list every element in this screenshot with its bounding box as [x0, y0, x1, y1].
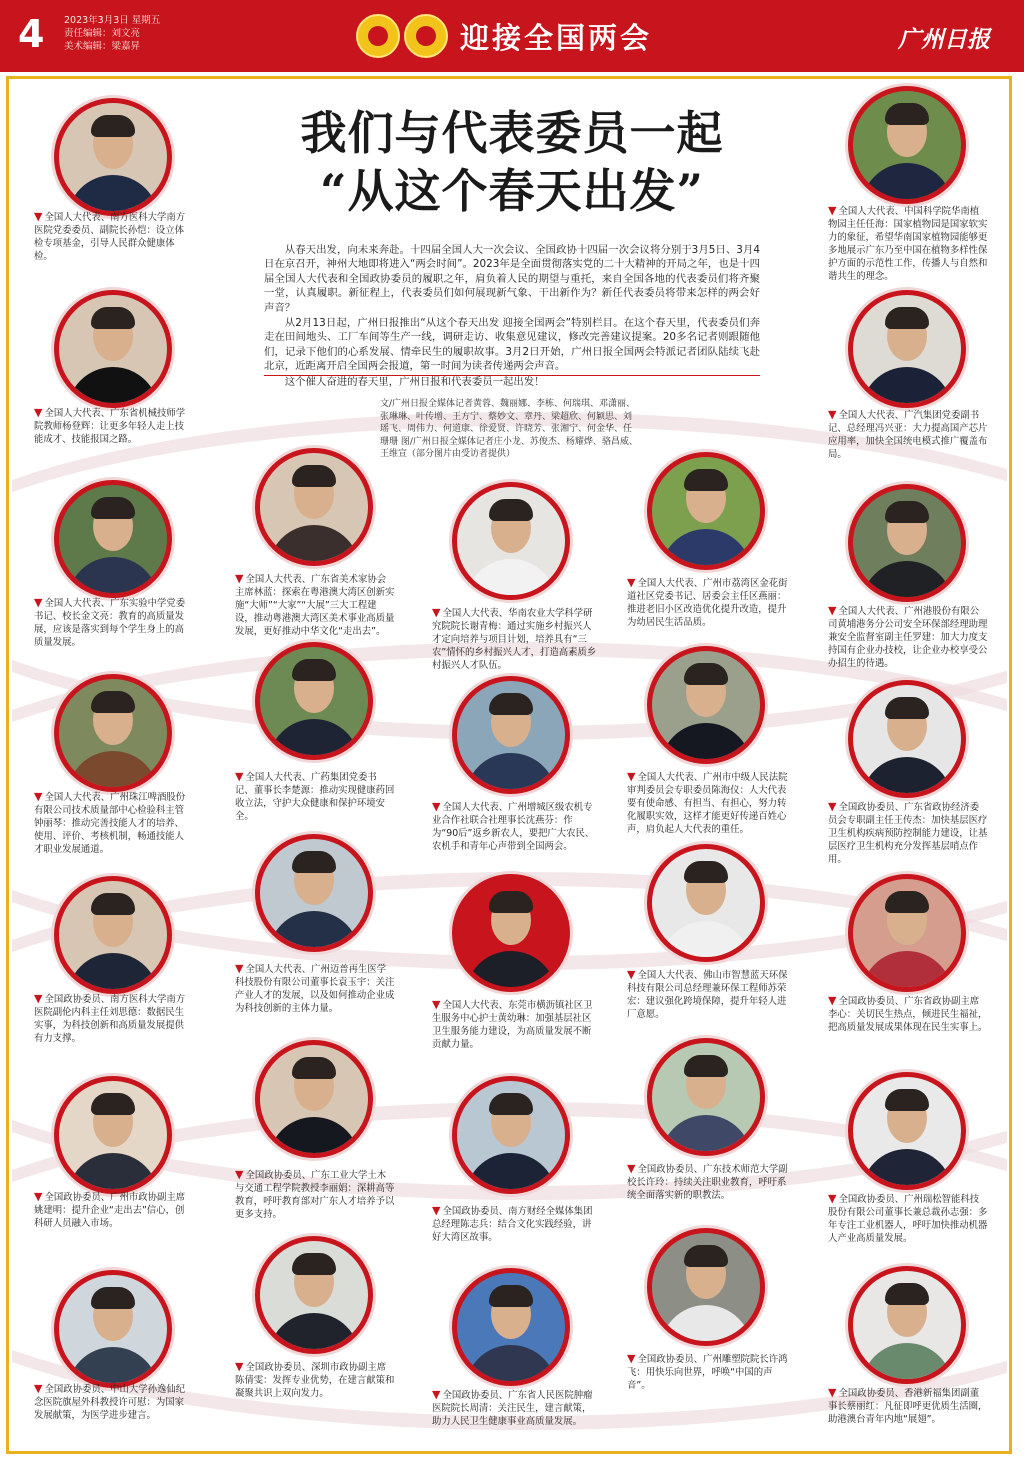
caption-text: 全国人大代表、广州港股份有限公司黄埔港务分公司安全环保部经理助理兼安全监督室副主任罗建：加大力度支持国有企业办技校，让企业办校享受公办招生的待遇。 — [828, 606, 988, 669]
triangle-marker-icon: ▼ — [432, 1204, 441, 1217]
triangle-marker-icon: ▼ — [235, 572, 244, 585]
cppcc-emblem-icon — [404, 14, 448, 58]
caption-text: 全国人大代表、广州增城区级农机专业合作社联合社理事长沈燕芬：作为“90后”返乡新农人，要把广大农民、农机手和青年心声带到全国两会。 — [432, 802, 595, 852]
triangle-marker-icon: ▼ — [828, 408, 837, 421]
caption-text: 全国人大代表、中国科学院华南植物园主任任海：国家植物园是国家软实力的象征，希望华南国家植物园能够更多地展示广东乃至中国在植物多样性保护方面的示范性工作，传播人与自然和谐共生的理念。 — [828, 206, 988, 282]
designer-line: 美术编辑：梁嘉昇 — [64, 41, 141, 52]
person-caption — [432, 606, 598, 672]
person-caption — [34, 790, 192, 856]
portrait-photo — [54, 1076, 172, 1194]
caption-text: 全国政协委员、广州市政协副主席姚建明：提升企业“走出去”信心，创科研人员融入市场。 — [34, 1192, 186, 1229]
triangle-marker-icon: ▼ — [627, 1352, 636, 1365]
triangle-marker-icon: ▼ — [432, 800, 441, 813]
intro-divider — [264, 375, 760, 376]
headline — [220, 104, 804, 220]
person-caption — [828, 800, 988, 866]
person-caption — [627, 576, 791, 629]
page-header — [0, 0, 1024, 72]
portrait-photo — [255, 642, 373, 760]
triangle-marker-icon: ▼ — [34, 790, 43, 803]
person-caption — [627, 1162, 791, 1202]
triangle-marker-icon: ▼ — [34, 210, 43, 223]
triangle-marker-icon: ▼ — [627, 770, 636, 783]
person-caption — [828, 408, 988, 461]
caption-text: 全国政协委员、中山大学孙逸仙纪念医院旗屋外科教授许可慰：为国家发展献策，为医学进步建言。 — [34, 1384, 186, 1421]
person-caption — [828, 994, 988, 1034]
headline-line-2: “从这个春天出发” — [320, 164, 704, 218]
caption-text: 全国人大代表、广东实验中学党委书记、校长金文亮：教育的高质量发展，应该是落实到每个学生身上的高质量发展。 — [34, 598, 186, 648]
caption-text: 全国人大代表、佛山市智慧蓝天环保科技有限公司总经理兼环保工程师苏荣宏：建议强化跨境保障，提升年轻人进厂意愿。 — [627, 970, 788, 1020]
portrait-photo — [452, 874, 570, 992]
portrait-photo — [647, 844, 765, 962]
portrait-photo — [452, 1268, 570, 1386]
caption-text: 全国人大代表、广州市荔湾区金花街道社区党委书记、居委会主任区燕丽：推进老旧小区改造优化提升改造，提升为幼居民生活品质。 — [627, 578, 788, 628]
portrait-photo — [54, 876, 172, 994]
person-caption — [627, 1352, 791, 1392]
newspaper-logo: 广州日报 — [898, 26, 990, 53]
triangle-marker-icon: ▼ — [34, 406, 43, 419]
person-caption — [34, 210, 192, 263]
editor-line: 责任编辑：刘文亮 — [64, 28, 141, 39]
caption-text: 全国人大代表、广州珠江啤酒股份有限公司技术质量部中心检验科主管钟丽琴：推动完善技能人才的培养、使用、评价、考核机制，畅通技能人才职业发展通道。 — [34, 792, 186, 855]
national-emblem-icon — [356, 14, 400, 58]
triangle-marker-icon: ▼ — [828, 1386, 837, 1399]
person-caption — [235, 1360, 395, 1400]
person-caption — [34, 406, 192, 446]
caption-text: 全国政协委员、广东技术师范大学副校长许玲：持续关注职业教育，呼吁系统全面落实新的职教法。 — [627, 1164, 788, 1201]
triangle-marker-icon: ▼ — [34, 1190, 43, 1203]
section-title: 迎接全国两会 — [460, 21, 653, 55]
triangle-marker-icon: ▼ — [34, 1382, 43, 1395]
person-caption — [432, 998, 598, 1051]
triangle-marker-icon: ▼ — [235, 962, 244, 975]
portrait-photo — [647, 452, 765, 570]
portrait-photo — [255, 1236, 373, 1354]
triangle-marker-icon: ▼ — [627, 968, 636, 981]
person-caption — [235, 572, 395, 638]
person-caption — [34, 992, 192, 1045]
caption-text: 全国人大代表、广药集团党委书记、董事长李楚源：推动实现健康药回收立法，守护大众健康和保护环境安全。 — [235, 772, 395, 822]
portrait-photo — [848, 484, 966, 602]
triangle-marker-icon: ▼ — [432, 1388, 441, 1401]
portrait-photo — [452, 1076, 570, 1194]
triangle-marker-icon: ▼ — [34, 992, 43, 1005]
caption-text: 全国政协委员、南方医科大学南方医院副伦内科主任刘思德：数据民生实事，为科技创新和高质量发展提供有力支撑。 — [34, 994, 186, 1044]
caption-text: 全国人大代表、广州市中级人民法院审判委员会专职委员陈海仪：人大代表要有使命感、有担当、有担心，努力转化履职实效，这样才能更好传递百姓心声，肩负起人大代表的重任。 — [627, 772, 788, 835]
portrait-photo — [54, 290, 172, 408]
caption-text: 全国政协委员、广东工业大学土木与交通工程学院教授李丽娟：深耕高等教育，呼吁教育部对广东人才培养予以更多支持。 — [235, 1170, 395, 1220]
caption-text: 全国政协委员、广东省政协副主席李心：关切民生热点，倾进民生福祉，把高质量发展成果体现在民生实事上。 — [828, 996, 988, 1033]
intro-paragraph: 这个催人奋进的春天里，广州日报和代表委员一起出发！ — [284, 375, 545, 388]
triangle-marker-icon: ▼ — [432, 606, 441, 619]
triangle-marker-icon: ▼ — [828, 204, 837, 217]
person-caption — [828, 204, 988, 283]
caption-text: 全国政协委员、深圳市政协副主席陈倩雯：发挥专业优势，在建言献策和凝聚共识上双向发力。 — [235, 1362, 395, 1399]
person-caption — [235, 962, 395, 1015]
triangle-marker-icon: ▼ — [828, 994, 837, 1007]
person-caption — [432, 1388, 598, 1428]
triangle-marker-icon: ▼ — [235, 770, 244, 783]
intro-text — [264, 243, 760, 390]
caption-text: 全国人大代表、广州迈普再生医学科技股份有限公司董事长袁玉宇：关注产业人才的发展，以及如何推动企业成为科技创新的主体力量。 — [235, 964, 395, 1014]
caption-text: 全国政协委员、广州雕塑院院长许鸿飞：用快乐向世界，呼唤“中国的声音”。 — [627, 1354, 788, 1391]
triangle-marker-icon: ▼ — [34, 596, 43, 609]
portrait-photo — [452, 482, 570, 600]
caption-text: 全国人大代表、广汽集团党委副书记、总经理冯兴亚：大力提高国产芯片应用率，加快全国统电模式推广覆盖布局。 — [828, 410, 988, 460]
caption-text: 全国人大代表、广东省美术家协会主席林蓝：探索在粤港澳大湾区创新实施“大师”“大家”“大展”三大工程建设，推动粤港澳大湾区美术事业高质量发展，更好推动中华文化“走出去”。 — [235, 574, 395, 637]
caption-text: 全国政协委员、广东省政协经济委员会专职副主任王传杰：加快基层医疗卫生机构疾病预防控制能力建设，让基层医疗卫生机构充分发挥基层哨点作用。 — [828, 802, 988, 865]
credits: 文/广州日报全媒体记者黄蓉、魏丽娜、李栋、何瑞琪、邓潇丽、张琳琳、叶传增、王方宁、蔡妙文、章丹、梁超欣、何颖思、刘瑶飞、周伟力、何道康、徐爱贤、许晓芳、张湘宁、何金华、任珊珊 图/广州日报全媒体记者庄小龙、苏俊杰、杨耀烨、骆昌威、王维宣（部分图片由受访者提供） — [380, 399, 638, 460]
portrait-photo — [54, 480, 172, 598]
portrait-photo — [452, 676, 570, 794]
triangle-marker-icon: ▼ — [235, 1168, 244, 1181]
triangle-marker-icon: ▼ — [627, 576, 636, 589]
page-meta — [64, 14, 160, 53]
portrait-photo — [647, 1038, 765, 1156]
person-caption — [235, 770, 395, 823]
person-caption — [34, 1382, 192, 1422]
person-caption — [828, 1386, 988, 1426]
portrait-photo — [848, 1072, 966, 1190]
person-caption — [34, 1190, 192, 1230]
portrait-photo — [255, 448, 373, 566]
portrait-photo — [848, 874, 966, 992]
headline-line-1: 我们与代表委员一起 — [300, 106, 724, 160]
caption-text: 全国政协委员、南方财经全媒体集团总经理陈志兵：结合文化实践经验，讲好大湾区故事。 — [432, 1206, 593, 1243]
triangle-marker-icon: ▼ — [432, 998, 441, 1011]
caption-text: 全国政协委员、广东省人民医院肿瘤医院院长周清：关注民生，建言献策，助力人民卫生健康事业高质量发展。 — [432, 1390, 593, 1427]
person-caption — [235, 1168, 395, 1221]
triangle-marker-icon: ▼ — [235, 1360, 244, 1373]
triangle-marker-icon: ▼ — [828, 1192, 837, 1205]
date-line: 2023年3月3日 星期五 — [64, 15, 161, 26]
caption-text: 全国人大代表、广东省机械技师学院教师杨登辉：让更多年轻人走上技能成才、技能报国之路。 — [34, 408, 186, 445]
caption-text: 全国人大代表、华南农业大学科学研究院院长谢青梅：通过实施乡村振兴人才定向培养与项目计划，培养具有“三农”情怀的乡村振兴人才，打造高素质乡村振兴人才队伍。 — [432, 608, 597, 671]
person-caption — [828, 604, 988, 670]
intro-paragraph: 从春天出发，向未来奔赴。十四届全国人大一次会议、全国政协十四届一次会议将分别于3月5日、3月4日在京召开，神州大地即将进入“两会时间”。2023年是全面贯彻落实党的二十大精神的开局之年，也是十四届全国人大代表和全国政协委员的履职之年，肩负着人民的期望与重托，来自全国各地的代表委员们将齐聚一堂，认真履职。新征程上，代表委员们如何展现新气象、干出新作为？新任代表委员将带来怎样的两会好声音？ — [264, 244, 760, 314]
person-caption — [627, 770, 791, 836]
portrait-photo — [848, 1266, 966, 1384]
portrait-photo — [848, 680, 966, 798]
portrait-photo — [54, 674, 172, 792]
triangle-marker-icon: ▼ — [828, 604, 837, 617]
portrait-photo — [255, 1040, 373, 1158]
intro-paragraph: 从2月13日起，广州日报推出“从这个春天出发 迎接全国两会”特别栏目。在这个春天里，代表委员们奔走在田间地头、工厂车间等生产一线，调研走访、收集意见建议，修改完善建议提案。20多名记者则跟随他们，记录下他们的心系发展、情牵民生的履职故事。3月2日开始，广州日报全国两会特派记者团队陆续飞赴北京，近距离开启全国两会报道，第一时间为读者传递两会声音。 — [264, 317, 760, 373]
caption-text: 全国人大代表、东莞市横沥镇社区卫生服务中心护士黄幼琳：加强基层社区卫生服务能力建设，为高质量发展不断贡献力量。 — [432, 1000, 593, 1050]
triangle-marker-icon: ▼ — [627, 1162, 636, 1175]
page-number: 4 — [18, 12, 45, 56]
person-caption — [432, 1204, 598, 1244]
triangle-marker-icon: ▼ — [828, 800, 837, 813]
caption-text: 全国政协委员、广州瑞松智能科技股份有限公司董事长兼总裁孙志强：多年专注工业机器人，呼吁加快推动机器人产业高质量发展。 — [828, 1194, 988, 1244]
portrait-photo — [54, 1270, 172, 1388]
portrait-photo — [255, 834, 373, 952]
portrait-photo — [848, 290, 966, 408]
person-caption — [828, 1192, 988, 1245]
portrait-photo — [647, 646, 765, 764]
caption-text: 全国政协委员、香港新福集团副董事长蔡丽红：凡征即呼更优质生活圈，助港澳台青年内地“展翅”。 — [828, 1388, 988, 1425]
person-caption — [627, 968, 791, 1021]
portrait-photo — [54, 98, 172, 216]
person-caption — [432, 800, 598, 853]
caption-text: 全国人大代表、南方医科大学南方医院党委委员、副院长孙恺：设立体检专项基金，引导人民群众健康体检。 — [34, 212, 186, 262]
portrait-photo — [647, 1228, 765, 1346]
portrait-photo — [848, 86, 966, 204]
person-caption — [34, 596, 192, 649]
